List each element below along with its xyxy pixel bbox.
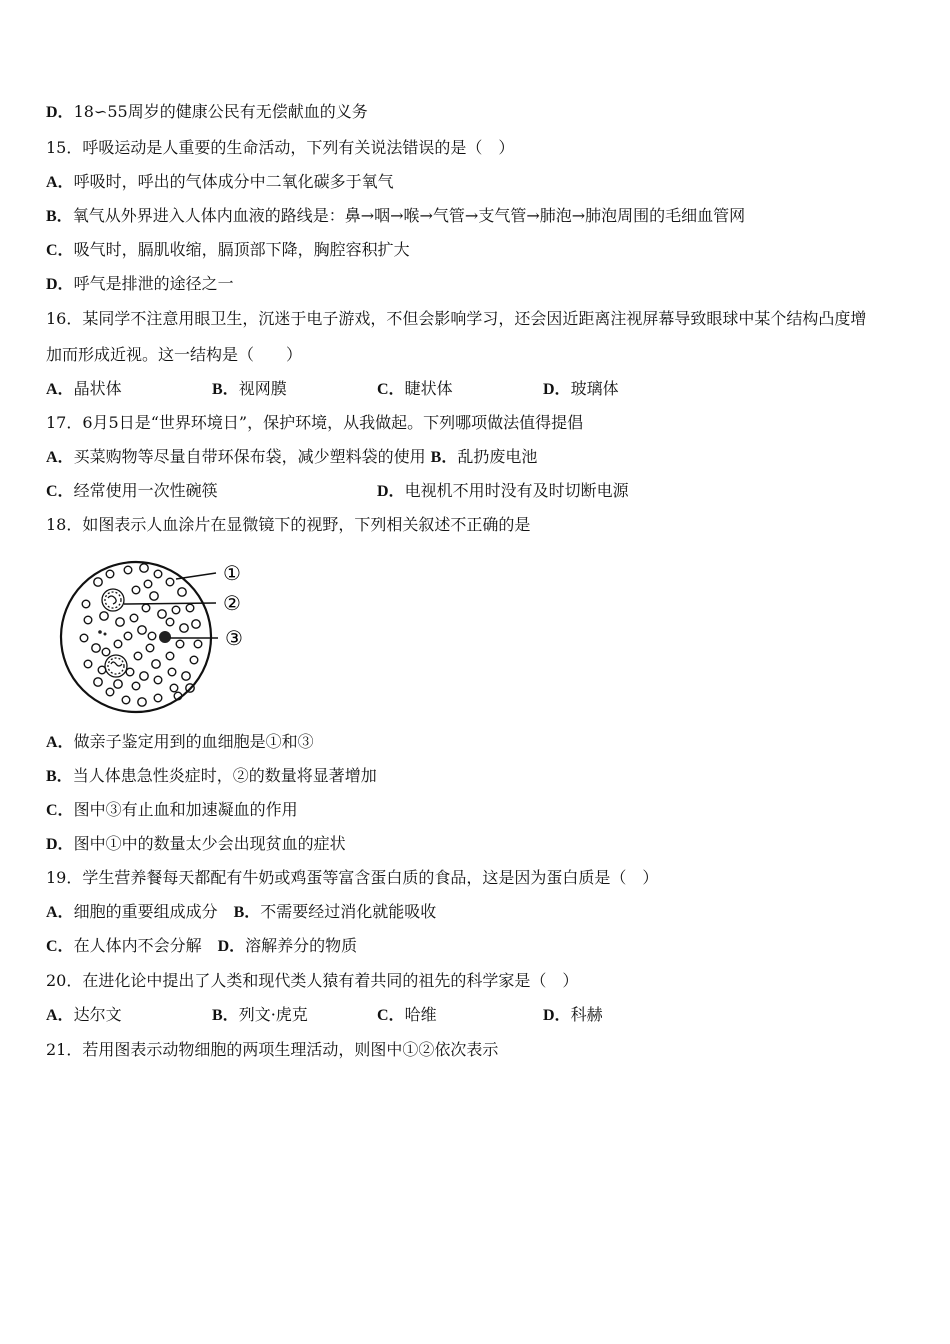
- q20-option-b: [212, 1005, 308, 1026]
- option-label: D．: [46, 836, 74, 853]
- q19-stem: 19．学生营养餐每天都配有牛奶或鸡蛋等富含蛋白质的食品，这是因为蛋白质是（ ）: [46, 868, 659, 887]
- label-3: ③: [225, 626, 243, 650]
- option-label: B．: [46, 208, 73, 225]
- option-label: C．: [46, 483, 74, 500]
- option-text: 吸气时，膈肌收缩，膈顶部下降，胸腔容积扩大: [73, 240, 410, 259]
- option-text: 乱扔废电池: [457, 447, 538, 466]
- option-text: 视网膜: [238, 379, 287, 398]
- option-label: D．: [46, 276, 74, 293]
- option-text: 哈维: [404, 1005, 437, 1024]
- q15-option-c: [46, 240, 410, 261]
- q16-stem-line2: 加而形成近视。这一结构是（ ）: [46, 345, 303, 364]
- option-label: A．: [46, 174, 74, 191]
- option-text: 科赫: [570, 1005, 603, 1024]
- q15-option-d: [46, 274, 234, 295]
- option-text: 当人体患急性炎症时，②的数量将显著增加: [72, 766, 377, 785]
- q16-option-b: [212, 379, 287, 400]
- option-text: 18∽55周岁的健康公民有无偿献血的义务: [73, 102, 368, 121]
- option-text: 图中①中的数量太少会出现贫血的症状: [73, 834, 346, 853]
- option-label: A．: [46, 1007, 74, 1024]
- q18-option-a: [46, 732, 314, 753]
- option-text: 达尔文: [73, 1005, 122, 1024]
- option-text: 呼吸时，呼出的气体成分中二氧化碳多于氧气: [73, 172, 394, 191]
- option-label: C．: [377, 381, 405, 398]
- option-label: B．: [212, 1007, 239, 1024]
- q14-option-d: [46, 102, 368, 123]
- option-text: 电视机不用时没有及时切断电源: [404, 481, 629, 500]
- q17-option-c: [46, 481, 218, 502]
- q20-option-d: [543, 1005, 603, 1026]
- option-label: B．: [212, 381, 239, 398]
- option-label: D．: [543, 1007, 571, 1024]
- q18-stem: 18．如图表示人血涂片在显微镜下的视野，下列相关叙述不正确的是: [46, 515, 531, 534]
- option-text: 氧气从外界进入人体内血液的路线是：鼻→咽→喉→气管→支气管→肺泡→肺泡周围的毛细血管网: [72, 206, 746, 225]
- option-label: C．: [46, 242, 74, 259]
- q20-stem: 20．在进化论中提出了人类和现代类人猿有着共同的祖先的科学家是（ ）: [46, 971, 579, 990]
- label-1: ①: [223, 561, 241, 585]
- q15-option-b: [46, 206, 745, 227]
- option-label: D．: [377, 483, 405, 500]
- option-text: 经常使用一次性碗筷: [73, 481, 218, 500]
- q17-option-d: [377, 481, 629, 502]
- option-text: 图中③有止血和加速凝血的作用: [73, 800, 298, 819]
- q19-options-cd: [46, 936, 357, 957]
- option-text: 做亲子鉴定用到的血细胞是①和③: [73, 732, 314, 751]
- option-label: A．: [46, 904, 74, 921]
- option-label: D．: [543, 381, 571, 398]
- option-text: 晶状体: [73, 379, 122, 398]
- option-label: C．: [46, 938, 74, 955]
- option-label: B．: [430, 449, 458, 466]
- option-label: A．: [46, 734, 74, 751]
- label-2: ②: [223, 591, 241, 615]
- q20-option-a: [46, 1005, 122, 1026]
- q19-options-ab: [46, 902, 436, 923]
- q16-option-c: [377, 379, 453, 400]
- option-text: 溶解养分的物质: [245, 936, 358, 955]
- option-label: A．: [46, 381, 74, 398]
- option-text: 在人体内不会分解: [73, 936, 202, 955]
- q16-option-d: [543, 379, 619, 400]
- q18-option-b: [46, 766, 377, 787]
- option-label: C．: [377, 1007, 405, 1024]
- option-text: 列文·虎克: [238, 1005, 308, 1024]
- option-text: 细胞的重要组成成分: [73, 902, 218, 921]
- option-text: 睫状体: [404, 379, 453, 398]
- q18-option-c: [46, 800, 298, 821]
- option-label: B．: [46, 768, 73, 785]
- option-text: 买菜购物等尽量自带环保布袋，减少塑料袋的使用: [73, 447, 426, 466]
- option-label: D．: [46, 104, 74, 121]
- q17-stem: 17．6月5日是“世界环境日”，保护环境，从我做起。下列哪项做法值得提倡: [46, 413, 584, 432]
- q20-option-c: [377, 1005, 437, 1026]
- q17-options-ab: [46, 447, 537, 468]
- option-label: C．: [46, 802, 74, 819]
- q21-stem: 21．若用图表示动物细胞的两项生理活动，则图中①②依次表示: [46, 1040, 499, 1059]
- blood-smear-figure: [58, 552, 258, 722]
- option-label: A．: [46, 449, 74, 466]
- q16-stem-line1: 16．某同学不注意用眼卫生，沉迷于电子游戏，不但会影响学习，还会因近距离注视屏幕导致眼球中某个结构凸度增: [46, 309, 867, 328]
- option-label: D．: [217, 938, 246, 955]
- option-text: 玻璃体: [570, 379, 619, 398]
- option-label: B．: [233, 904, 261, 921]
- q15-option-a: [46, 172, 394, 193]
- option-text: 不需要经过消化就能吸收: [260, 902, 437, 921]
- q18-option-d: [46, 834, 346, 855]
- option-text: 呼气是排泄的途径之一: [73, 274, 234, 293]
- q16-option-a: [46, 379, 122, 400]
- q15-stem: 15．呼吸运动是人重要的生命活动，下列有关说法错误的是（ ）: [46, 138, 515, 157]
